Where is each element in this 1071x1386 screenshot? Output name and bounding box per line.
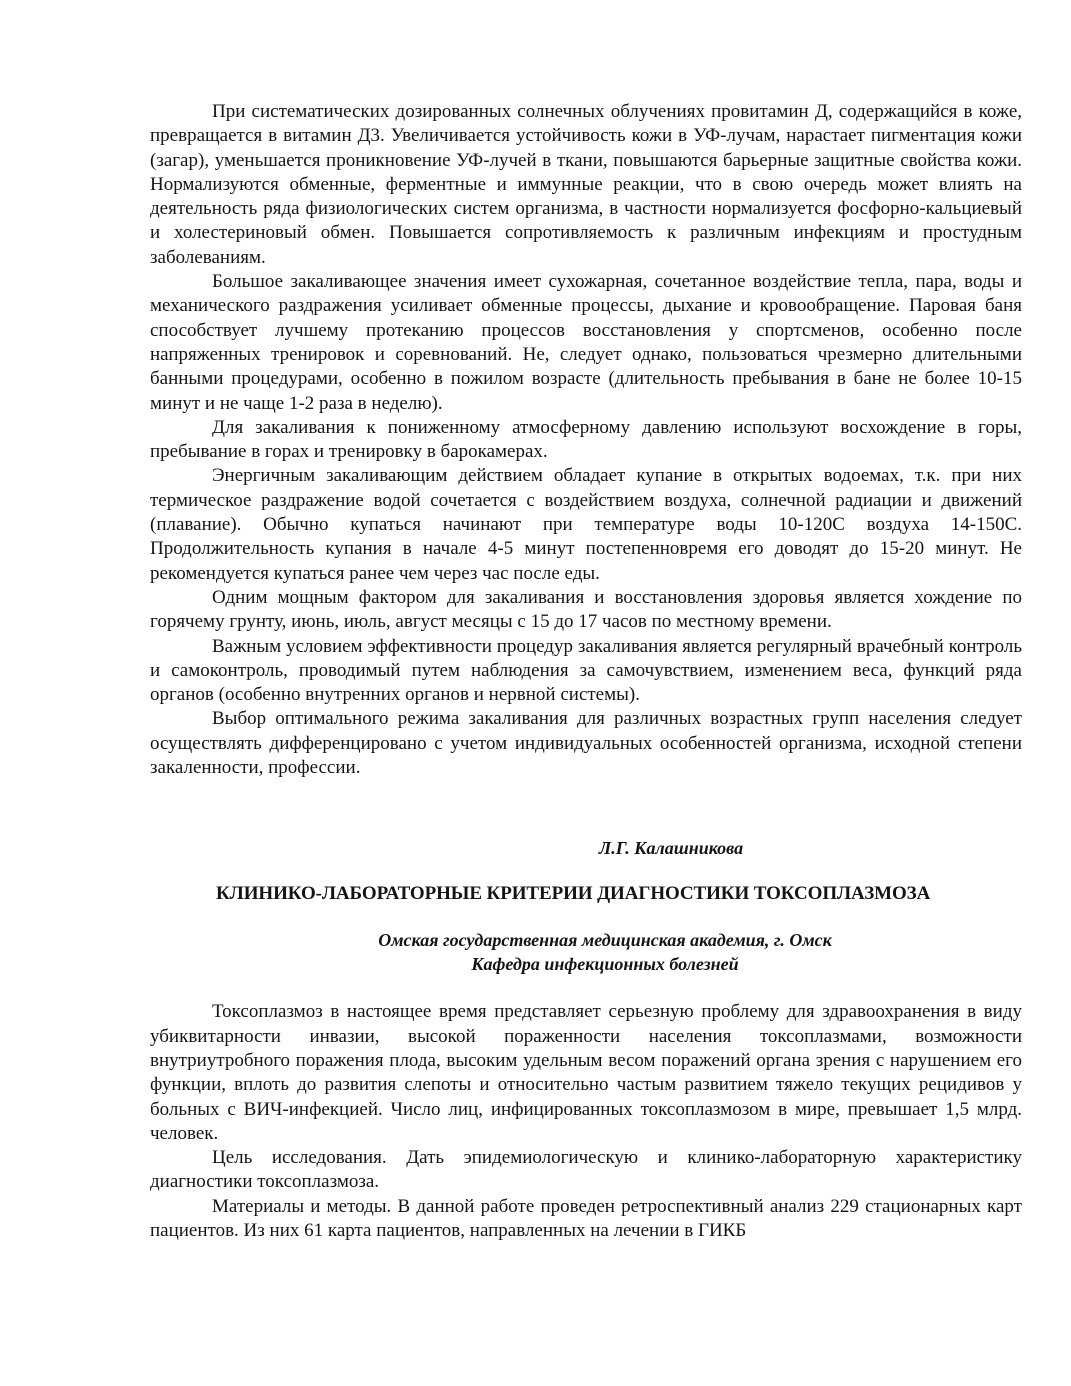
article-title: КЛИНИКО-ЛАБОРАТОРНЫЕ КРИТЕРИИ ДИАГНОСТИКИ ТОКСОПЛАЗМОЗА bbox=[216, 883, 931, 905]
article-paragraph: Цель исследования. Дать эпидемиологическую и клинико-лабораторную характеристику диагностики токсоплазмоза. bbox=[150, 1147, 1022, 1193]
body-paragraph: Одним мощным фактором для закаливания и восстановления здоровья является хождение по горячему грунту, июнь, июль, август месяцы с 15 до 17 часов по местному времени. bbox=[150, 586, 1022, 633]
section-spacer bbox=[150, 780, 1022, 830]
body-paragraph: Большое закаливающее значения имеет сухожарная, сочетанное воздействие тепла, пара, воды и механического раздражения усиливает обменные процессы, дыхание и кровообращение. Паровая баня способствует лучшему протеканию процессов восстановления у спортсменов, особенно после напряженных тренировок и соревнований. Не, следует однако, пользоваться чрезмерно длительными банными процедурами, особенно в пожилом возрасте (длительность пребывания в бане не более 10-15 минут и не чаще 1-2 раза в неделю). bbox=[150, 271, 1022, 414]
affiliation-department: Кафедра инфекционных болезней bbox=[471, 954, 739, 975]
article-paragraph: Материалы и методы. В данной работе проведен ретроспективный анализ 229 стационарных карт пациентов. Из них 61 карта пациентов, направленных на лечении в ГИКБ bbox=[150, 1195, 1022, 1241]
article-paragraph: Токсоплазмоз в настоящее время представляет серьезную проблему для здравоохранения в виду убиквитарности инвазии, высокой пораженности населения токсоплазмами, возможности внутриутробного поражения плода, высоким удельным весом поражений органа зрения с нарушением его функции, вплоть до развития слепоты и относительно частым развитием тяжело текущих рецидивов у больных с ВИЧ-инфекцией. Число лиц, инфицированных токсоплазмозом в мире, превышает 1,5 млрд. человек. bbox=[150, 1001, 1022, 1144]
body-paragraph: Выбор оптимального режима закаливания для различных возрастных групп населения следует осуществлять дифференцировано с учетом индивидуальных особенностей организма, исходной степени закаленности, профессии. bbox=[150, 708, 1022, 779]
body-paragraph: Для закаливания к пониженному атмосферному давлению используют восхождение в горы, пребывание в горах и тренировку в барокамерах. bbox=[150, 416, 1022, 463]
document-page bbox=[150, 100, 1022, 1243]
body-paragraph: Энергичным закаливающим действием обладает купание в открытых водоемах, т.к. при них термическое раздражение водой сочетается с воздействием воздуха, солнечной радиации и движений (плавание). Обычно купаться начинают при температуре воды 10-120С воздуха 14-150С. Продолжительность купания в начале 4-5 минут постепенновремя его доводят до 15-20 минут. Не рекомендуется купаться ранее чем через час после еды. bbox=[150, 465, 1022, 584]
body-paragraph: Важным условием эффективности процедур закаливания является регулярный врачебный контроль и самоконтроль, проводимый путем наблюдения за самочувствием, изменением веса, функций ряда органов (особенно внутренних органов и нервной системы). bbox=[150, 635, 1022, 706]
body-paragraph: При систематических дозированных солнечных облучениях провитамин Д, содержащийся в коже, превращается в витамин Д3. Увеличивается устойчивость кожи в УФ-лучам, нарастает пигментация кожи (загар), уменьшается проникновение УФ-лучей в ткани, повышаются барьерные защитные свойства кожи. Нормализуются обменные, ферментные и иммунные реакции, что в свою очередь может влиять на деятельность ряда физиологических систем организма, в частности нормализуется фосфорно-кальциевый и холестериновый обмен. Повышается сопротивляемость к различным инфекциям и простудным заболеваниям. bbox=[150, 101, 1022, 268]
affiliation-institution: Омская государственная медицинская академия, г. Омск bbox=[378, 930, 832, 951]
section-spacer bbox=[150, 976, 1022, 1000]
article-author: Л.Г. Калашникова bbox=[598, 838, 744, 859]
article-affiliation bbox=[150, 928, 1022, 976]
